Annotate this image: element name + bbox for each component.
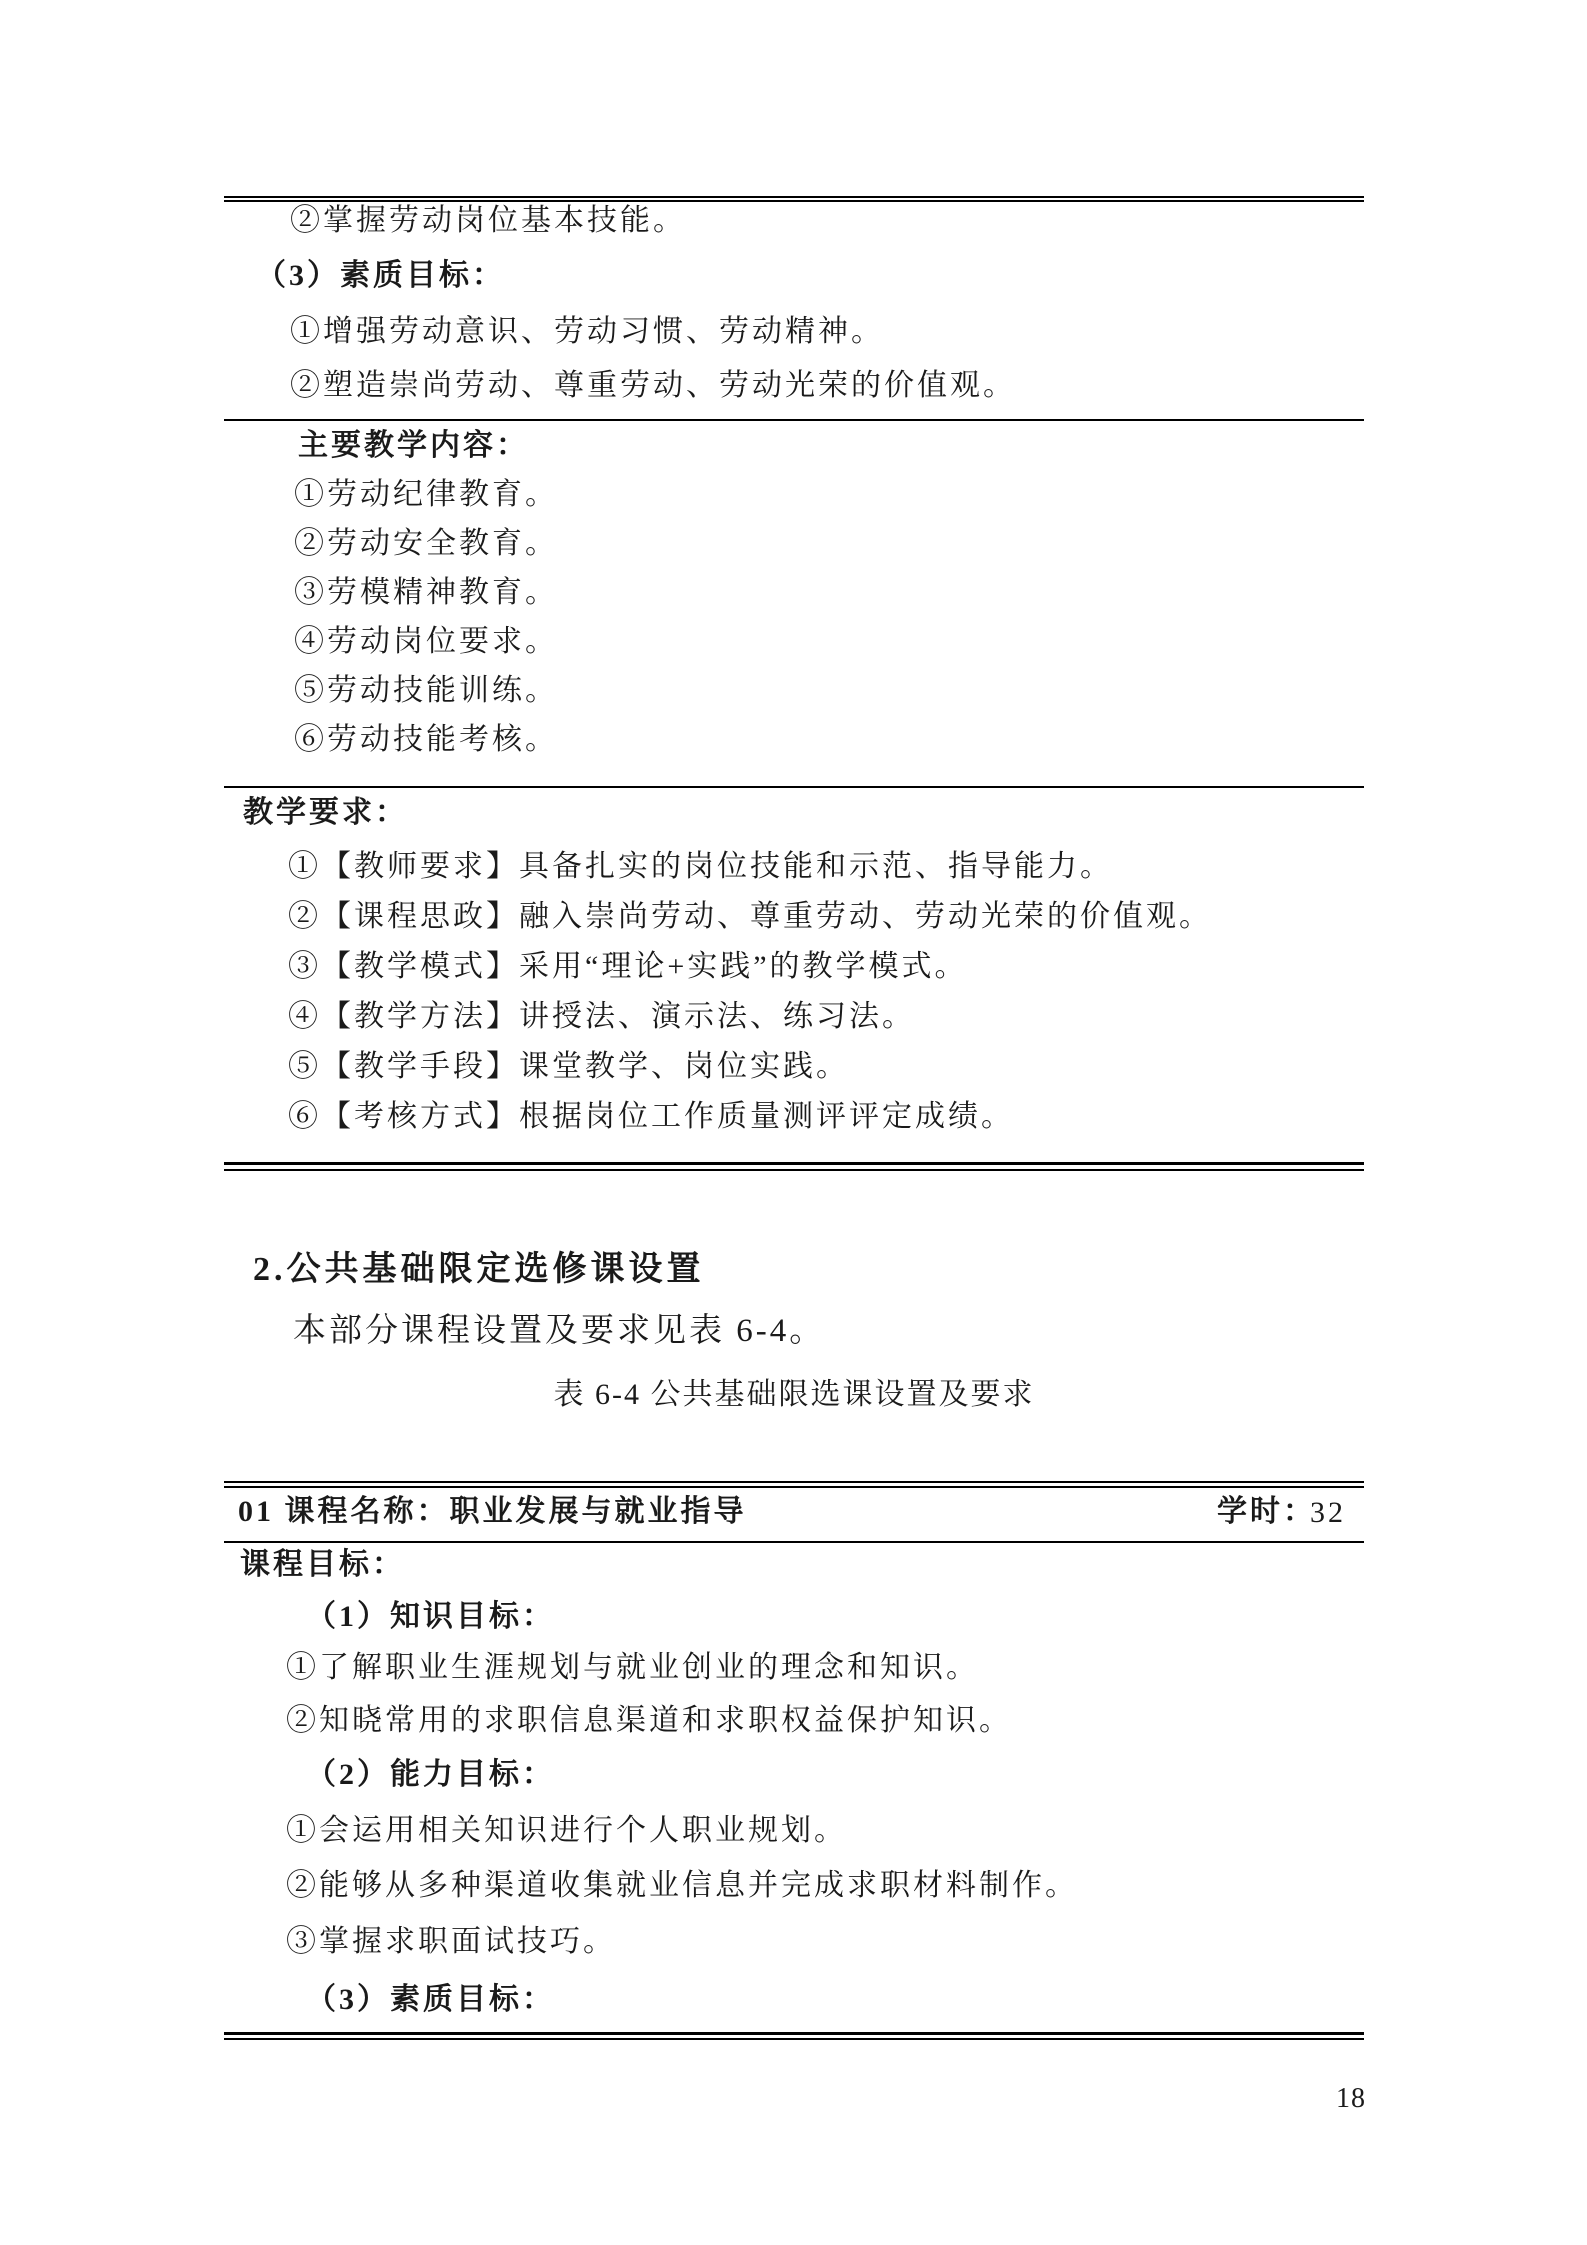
labor-requirement-item: ③【教学模式】采用“理论+实践”的教学模式。 xyxy=(288,950,968,983)
course-ability-item: ②能够从多种渠道收集就业信息并完成求职材料制作。 xyxy=(286,1869,1078,1902)
labor-requirement-item: ⑥【考核方式】根据岗位工作质量测评评定成绩。 xyxy=(288,1100,1014,1133)
course-goal-heading: 课程目标： xyxy=(240,1548,405,1581)
course-knowledge-heading: （1）知识目标： xyxy=(306,1600,555,1633)
rule-thin xyxy=(224,1169,1364,1171)
page-number: 18 xyxy=(1336,2083,1366,2114)
rule-bottom-thin xyxy=(224,2038,1364,2040)
rule-thick xyxy=(224,1162,1364,1165)
rule-single xyxy=(224,786,1364,788)
course-knowledge-item: ②知晓常用的求职信息渠道和求职权益保护知识。 xyxy=(286,1704,1012,1737)
course-name-header: 01 课程名称：职业发展与就业指导 xyxy=(238,1495,747,1528)
labor-content-item: ③劳模精神教育。 xyxy=(294,576,558,609)
labor-requirement-item: ④【教学方法】讲授法、演示法、练习法。 xyxy=(288,1000,915,1033)
course-ability-heading: （2）能力目标： xyxy=(306,1758,555,1791)
labor-content-item: ②劳动安全教育。 xyxy=(294,527,558,560)
labor-quality-heading: （3）素质目标： xyxy=(256,259,505,292)
labor-content-item: ⑤劳动技能训练。 xyxy=(294,674,558,707)
course-hours-label: 学时： xyxy=(1217,1495,1316,1528)
section-heading: 2.公共基础限定选修课设置 xyxy=(253,1251,705,1288)
rule-single xyxy=(224,419,1364,421)
rule-table-top-a xyxy=(224,1481,1364,1483)
section-intro: 本部分课程设置及要求见表 6-4。 xyxy=(293,1313,826,1349)
course-quality-heading: （3）素质目标： xyxy=(306,1983,555,2016)
table-caption: 表 6-4 公共基础限选课设置及要求 xyxy=(553,1378,1035,1411)
rule-top-double-a xyxy=(224,196,1364,198)
rule-bottom-thick xyxy=(224,2032,1364,2035)
labor-skill-item: ②掌握劳动岗位基本技能。 xyxy=(290,204,686,237)
course-ability-item: ①会运用相关知识进行个人职业规划。 xyxy=(286,1814,847,1847)
labor-requirement-item: ①【教师要求】具备扎实的岗位技能和示范、指导能力。 xyxy=(288,850,1113,883)
labor-quality-item: ②塑造崇尚劳动、尊重劳动、劳动光荣的价值观。 xyxy=(290,369,1016,402)
labor-requirement-item: ②【课程思政】融入崇尚劳动、尊重劳动、劳动光荣的价值观。 xyxy=(288,900,1212,933)
labor-content-item: ⑥劳动技能考核。 xyxy=(294,723,558,756)
course-knowledge-item: ①了解职业生涯规划与就业创业的理念和知识。 xyxy=(286,1651,979,1684)
labor-content-heading: 主要教学内容： xyxy=(298,429,529,462)
labor-content-item: ④劳动岗位要求。 xyxy=(294,625,558,658)
labor-requirement-item: ⑤【教学手段】课堂教学、岗位实践。 xyxy=(288,1050,849,1083)
course-ability-item: ③掌握求职面试技巧。 xyxy=(286,1925,616,1958)
rule-header-divider xyxy=(224,1541,1364,1543)
labor-requirement-heading: 教学要求： xyxy=(243,796,408,829)
labor-quality-item: ①增强劳动意识、劳动习惯、劳动精神。 xyxy=(290,315,884,348)
rule-top-double-b xyxy=(224,200,1364,202)
labor-content-item: ①劳动纪律教育。 xyxy=(294,478,558,511)
rule-table-top-b xyxy=(224,1486,1364,1488)
course-hours-value: 32 xyxy=(1310,1496,1346,1529)
